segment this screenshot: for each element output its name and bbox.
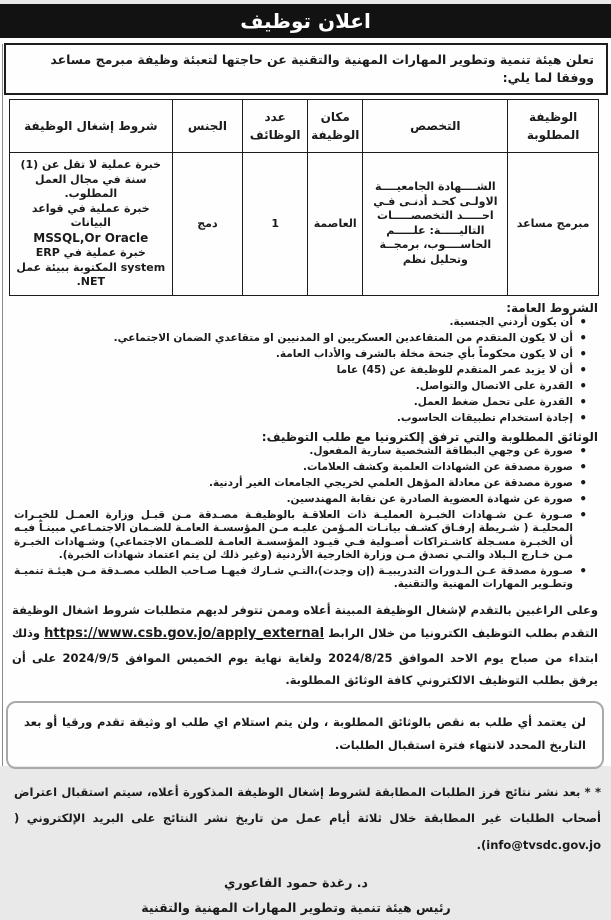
list-item: • أن لا يكون المتقدم من المتقاعدين العسكريين او المدنيين او متقاعدي الضمان الاجتماعي. (14, 332, 573, 345)
table-header-row (10, 100, 599, 153)
table-row (10, 153, 599, 296)
column-header-gender: الجنس (172, 100, 243, 153)
notice-box (6, 701, 604, 769)
requirement-line: خبرة عملية في قواعد البيانات (31, 201, 150, 230)
scan-edge-line (2, 44, 3, 766)
requirement-line: خبرة عملية في ERP system المكتوبة ببيئة عمل NET. (16, 246, 166, 289)
signature-name: د. رغدة حمود الفاعوري (224, 874, 368, 890)
list-item: • إجادة استخدام تطبيقات الحاسوب. (14, 412, 573, 425)
requirement-line: خبرة عملية لا تقل عن (1) سنة في مجال العمل المطلوب. (20, 158, 162, 201)
list-item: • أن لا يزيد عمر المتقدم للوظيفة عن (45) عاما (14, 364, 573, 377)
application-text-before-link: وعلى الراغبين بالتقدم لإشغال الوظيفة المبينة أعلاه وممن تتوفر لديهم متطلبات شروط اشغال الوظيفة التقدم بطلب التوظيف الكترونيا من خلال الرابط (12, 602, 598, 641)
requirement-line-databases: MSSQL,Or Oracle (33, 230, 149, 245)
cell-requirements (10, 153, 173, 296)
list-item: • أن يكون أردني الجنسية. (14, 316, 573, 329)
column-header-job-title: الوظيفة المطلوبة (508, 100, 599, 153)
cell-job-title: مبرمج مساعد (508, 153, 599, 296)
column-header-specialization: التخصص (363, 100, 508, 153)
objection-note (14, 779, 601, 858)
vacancy-table (9, 99, 599, 296)
list-item: • صورة عن شهادة العضوية الصادرة عن نقابة المهندسين. (14, 493, 573, 506)
notice-text: لن يعتمد أي طلب به نقص بالوثائق المطلوبة ، ولن يتم استلام اي طلب او وثيقة تقدم ورقيا أو بعد التاريخ المحدد لانتهاء فترة استقبال الطلبات. (24, 714, 586, 753)
objection-text-before-email: بعد نشر نتائج فرز الطلبات المطابقة لشروط إشغال الوظيفة المذكورة أعلاه، سيتم استقبال اعتراض أصحاب الطلبات غير المطابقة خلال ثلاثة أيام عمل من تاريخ نشر النتائج على البريد الإلكتروني ( (14, 784, 601, 826)
documents-heading: الوثائق المطلوبة والتي ترفق إلكترونيا مع طلب التوظيف: (261, 430, 598, 445)
objection-email: info@tvsdc.gov.jo (486, 837, 601, 852)
list-item: • القدرة على الاتصال والتواصل. (14, 380, 573, 393)
column-header-vacancies: عدد الوظائف (243, 100, 308, 153)
cell-gender: دمج (172, 153, 243, 296)
list-item: • صـورة عـن شـهادات الخبـرة العمليـة ذات العلاقـة بالوظيفـة مصـدقة مـن قبـل وزارة العمـل للخبـرات المحليـة ( شـريطة إرفـاق كشـف بيانـات المـؤمن عليـه مـن المؤسسـة العامـة للضـمان الاجتمـاعي مبينـاً فيـه أن الخبـرة مسـجلة كاشـتراكات أصـولية فـي قيـود المؤسسـة العامـة للضـمان الاجتماعي) وشـهادات الخبـرة مـن خـارج الـبلاد والتـي تصدق مـن وزارة الخارجية الأردنية (وغير ذلك لن يتم اعتماد شهادات الخبرة). (14, 509, 573, 563)
intro-box (4, 43, 608, 95)
cell-location: العاصمة (308, 153, 363, 296)
general-conditions-list (10, 316, 598, 425)
signature-title: رئيس هيئة تنمية وتطوير المهارات المهنية والتقنية (141, 899, 451, 915)
objection-stars: * * (584, 784, 601, 799)
application-text-after-link: وذلك ابتداء من صباح يوم الاحد الموافق 2024/8/25 ولغاية نهاية يوم الخميس الموافق 2024/9/5 على أن يرفق بطلب التوظيف الالكتروني كافة الوثائق المطلوبة. (12, 626, 599, 688)
objection-text-after-email: ). (476, 837, 487, 852)
signature-block (131, 870, 461, 920)
application-paragraph (12, 599, 598, 692)
list-item: • صورة عن وجهي البطاقة الشخصية سارية المفعول. (14, 445, 573, 458)
job-announcement-page (0, 4, 611, 915)
list-item: • أن لا يكون محكوماً بأي جنحة مخلة بالشرف والأداب العامة. (14, 348, 573, 361)
cell-specialization: الشــــهادة الجامعيــــة الاولـى كحـد أدنـى فـي احـــــد التخصصـــــات التاليـــــة: علـــــم الحاســــوب، برمجــة وتحليل نظم (363, 153, 508, 296)
application-link[interactable]: https://www.csb.gov.jo/apply_external (44, 626, 325, 642)
intro-text: تعلن هيئة تنمية وتطوير المهارات المهنية والتقنية عن حاجتها لتعبئة وظيفة مبرمج مساعد ووفقا لما يلي: (50, 52, 594, 85)
list-item: • صورة مصدقة عن الشهادات العلمية وكشف العلامات. (14, 461, 573, 474)
list-item: • صورة مصدقة عن معادلة المؤهل العلمي لخريجي الجامعات الغير أردنية. (14, 477, 573, 490)
column-header-requirements: شروط إشغال الوظيفة (10, 100, 173, 153)
cell-vacancies: 1 (243, 153, 308, 296)
list-item: • صـورة مصدقة عـن الـدورات التدريبيـة (إن وجدت)،التـي شـارك فيهـا صـاحب الطلب مصـدقة مـن هيئـة تنميـة وتطـوير المهارات المهنية والتقنية. (14, 565, 573, 592)
page-title: اعلان توظيف (0, 4, 611, 38)
documents-list (10, 445, 598, 592)
list-item: • القدرة على تحمل ضغط العمل. (14, 396, 573, 409)
general-conditions-heading: الشروط العامة: (506, 300, 598, 315)
column-header-location: مكان الوظيفة (308, 100, 363, 153)
general-conditions-section (0, 301, 611, 592)
